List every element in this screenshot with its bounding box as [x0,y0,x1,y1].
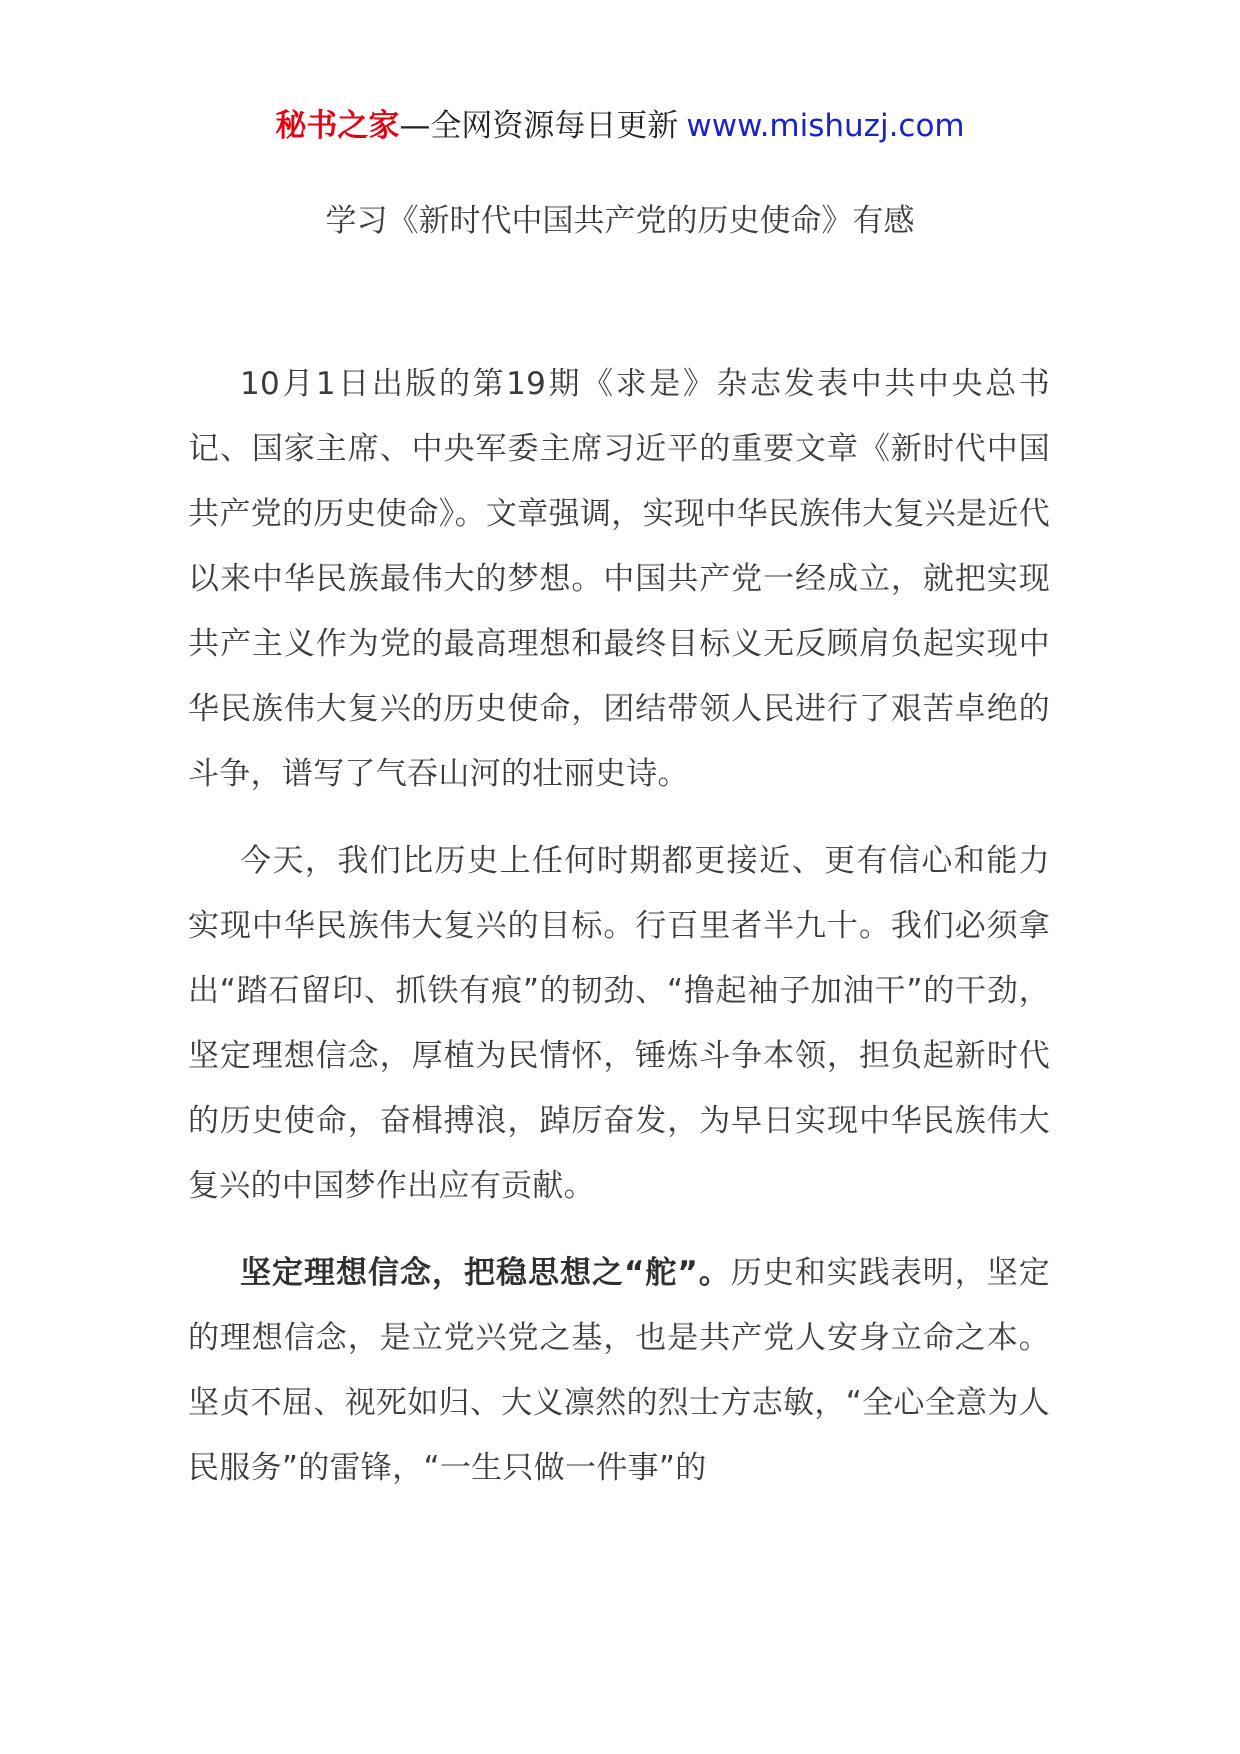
site-brand: 秘书之家 [275,108,400,144]
paragraph-1-text: 10月1日出版的第19期《求是》杂志发表中共中央总书记、国家主席、中央军委主席习近平的重要文章《新时代中国共产党的历史使命》。文章强调，实现中华民族伟大复兴是近代以来中华民族最伟大的梦想。中国共产党一经成立，就把实现共产主义作为党的最高理想和最终目标义无反顾肩负起实现中华民族伟大复兴的历史使命，团结带领人民进行了艰苦卓绝的斗争，谱写了气吞山河的壮丽史诗。 [188,366,1050,792]
site-slogan: —全网资源每日更新 [399,108,679,144]
document-title: 学习《新时代中国共产党的历史使命》有感 [325,203,915,239]
paragraph-2 [188,829,1050,1219]
paragraph-3-text: 历史和实践表明，坚定的理想信念，是立党兴党之基，也是共产党人安身立命之本。坚贞不屈、视死如归、大义凛然的烈士方志敏，“全心全意为人民服务”的雷锋，“一生只做一件事”的 [188,1255,1051,1486]
paragraph-1 [188,352,1050,807]
document-body [188,352,1050,1523]
site-url-link[interactable]: www.mishuzj.com [686,108,965,144]
paragraph-3-heading: 坚定理想信念，把稳思想之“舵”。 [240,1255,731,1291]
paragraph-2-text: 今天，我们比历史上任何时期都更接近、更有信心和能力实现中华民族伟大复兴的目标。行百里者半九十。我们必须拿出“踏石留印、抓铁有痕”的韧劲、“撸起袖子加油干”的干劲，坚定理想信念，厚植为民情怀，锤炼斗争本领，担负起新时代的历史使命，奋楫搏浪，踔厉奋发，为早日实现中华民族伟大复兴的中国梦作出应有贡献。 [188,843,1050,1204]
paragraph-3 [188,1241,1050,1501]
site-header [0,98,1240,154]
